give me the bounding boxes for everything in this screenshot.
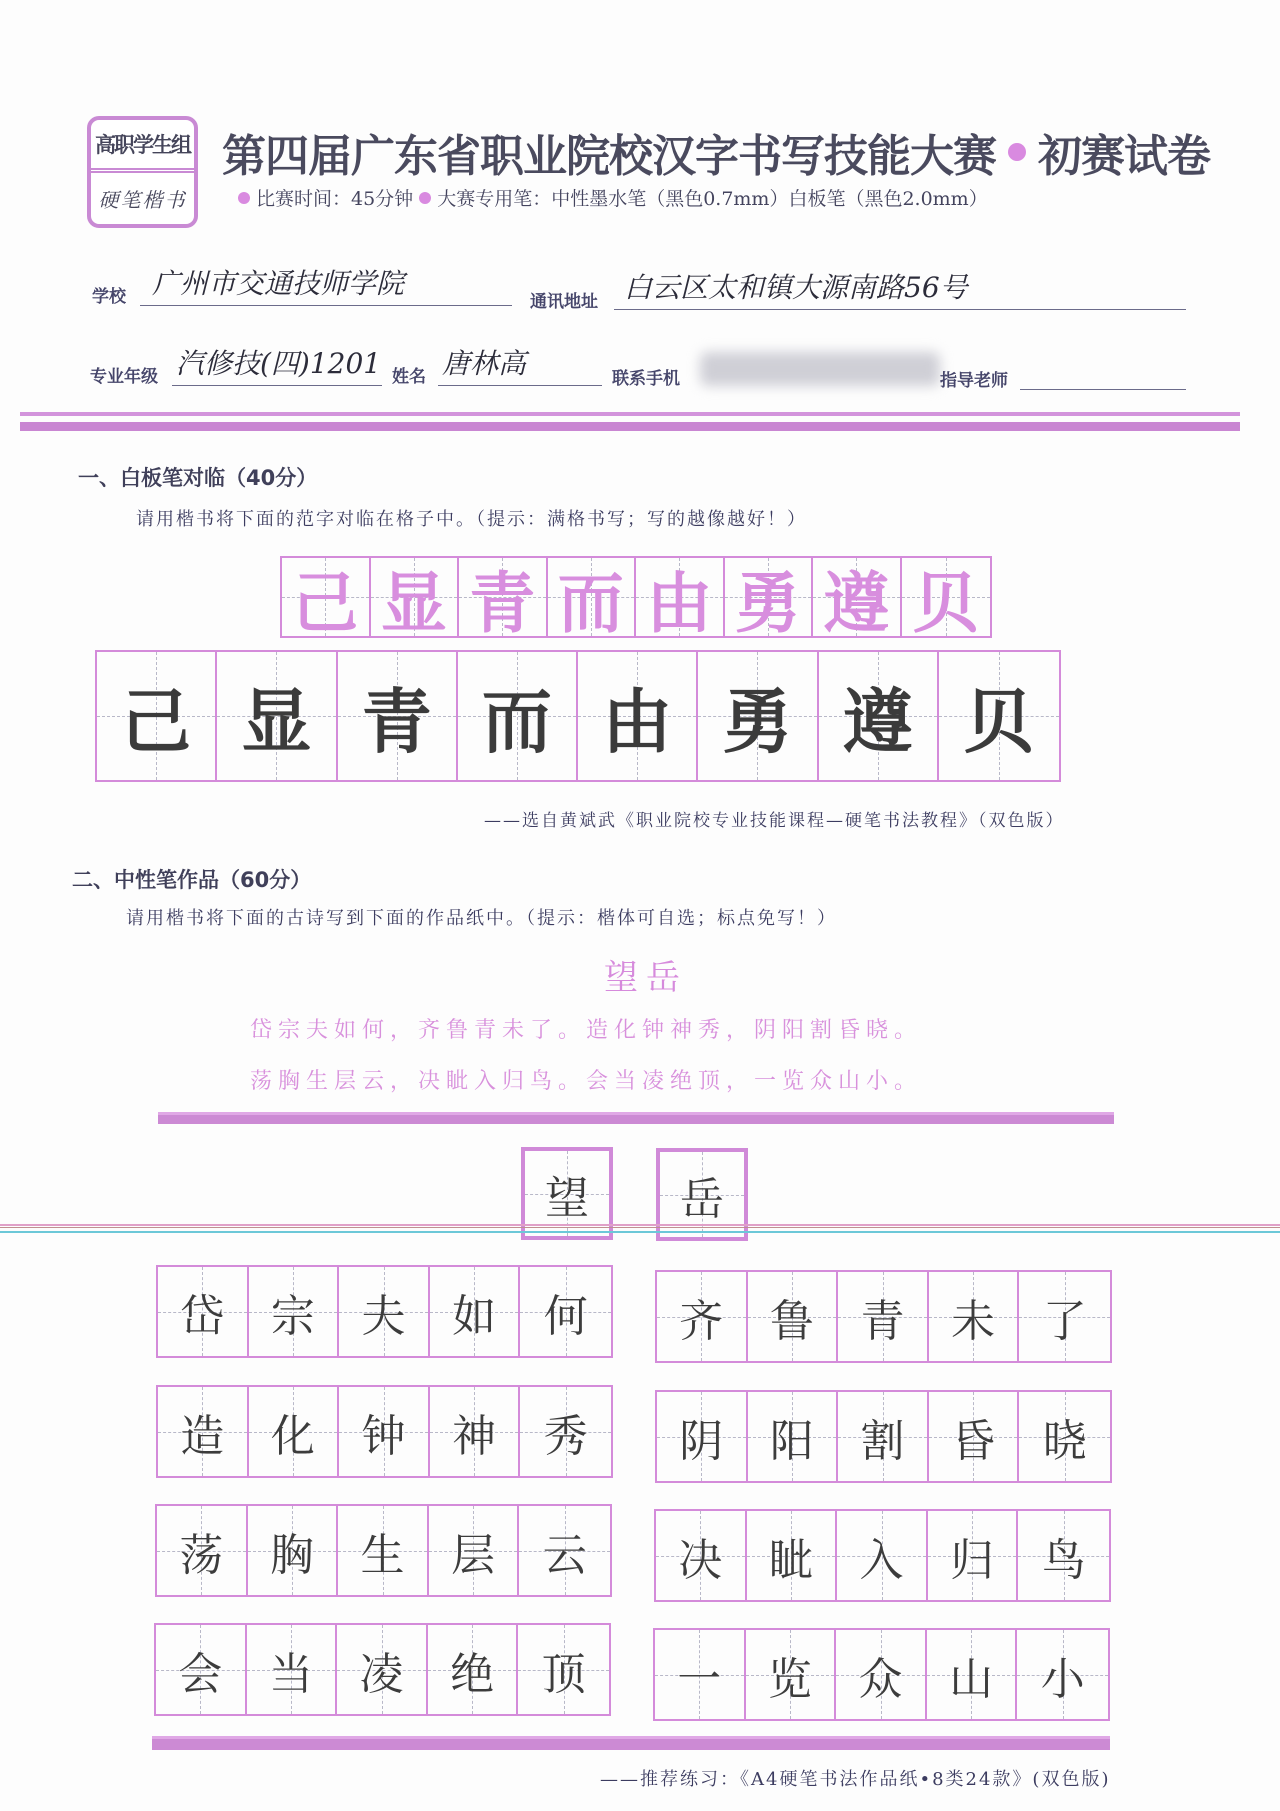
bullet-icon [238, 192, 250, 204]
work-cell[interactable]: 会 [156, 1625, 247, 1714]
poem-line: 荡胸生层云，决眦入归鸟。会当凌绝顶，一览众山小。 [250, 1069, 923, 1094]
model-cell: 贝 [902, 558, 990, 636]
practice-char-grid [95, 650, 1061, 782]
name-field[interactable] [438, 342, 602, 386]
work-cell[interactable]: 晓 [1019, 1392, 1110, 1481]
contest-time: 比赛时间：45分钟 [256, 188, 414, 210]
work-cell[interactable]: 了 [1019, 1272, 1110, 1361]
work-cell[interactable]: 化 [249, 1387, 340, 1476]
badge-group-label: 高职学生组 [91, 120, 194, 170]
contest-info [238, 184, 988, 211]
section2-instruction: 请用楷书将下面的古诗写到下面的作品纸中。（提示：楷体可自选；标点免写！） [126, 908, 837, 929]
work-cell[interactable]: 眦 [747, 1511, 838, 1600]
work-cell[interactable]: 鲁 [748, 1272, 839, 1361]
section1-instruction: 请用楷书将下面的范字对临在格子中。（提示：满格书写；写的越像越好！） [136, 509, 807, 530]
work-cell[interactable]: 层 [429, 1506, 520, 1595]
work-cell[interactable]: 凌 [337, 1625, 428, 1714]
major-label: 专业年级 [90, 367, 158, 387]
work-cell[interactable]: 生 [338, 1506, 429, 1595]
major-value: 汽修技(四)1201 [176, 347, 382, 380]
work-cell[interactable]: 荡 [157, 1506, 248, 1595]
work-cell[interactable]: 神 [430, 1387, 521, 1476]
contest-pen: 大赛专用笔：中性墨水笔（黑色0.7mm）白板笔（黑色2.0mm） [437, 188, 988, 210]
phone-label: 联系手机 [612, 369, 680, 389]
work-cell[interactable]: 造 [158, 1387, 249, 1476]
work-cell[interactable]: 云 [519, 1506, 610, 1595]
section2-heading: 二、中性笔作品（60分） [72, 868, 312, 892]
poem-line: 岱宗夫如何，齐鲁青未了。造化钟神秀，阴阳割昏晓。 [250, 1018, 923, 1043]
work-cell[interactable]: 一 [655, 1630, 746, 1719]
footer-recommendation: ——推荐练习：《A4硬笔书法作品纸•8类24款》(双色版) [600, 1769, 1111, 1790]
section1-heading: 一、白板笔对临（40分） [78, 466, 318, 490]
work-cell[interactable]: 宗 [249, 1267, 340, 1356]
model-cell: 己 [282, 558, 371, 636]
work-cell[interactable]: 绝 [428, 1625, 519, 1714]
address-field[interactable] [614, 266, 1186, 310]
bullet-icon [419, 192, 431, 204]
work-row-4-right [653, 1628, 1110, 1721]
work-cell[interactable]: 未 [929, 1272, 1020, 1361]
teacher-field[interactable] [1020, 346, 1186, 390]
title-box-1[interactable]: 望 [521, 1147, 613, 1240]
work-cell[interactable]: 割 [838, 1392, 929, 1481]
work-cell[interactable]: 山 [927, 1630, 1018, 1719]
work-cell[interactable]: 阳 [748, 1392, 839, 1481]
title-main: 第四届广东省职业院校汉字书写技能大赛 [222, 131, 996, 182]
work-row-1-left [156, 1265, 613, 1358]
work-cell[interactable]: 阴 [657, 1392, 748, 1481]
work-cell[interactable]: 如 [430, 1267, 521, 1356]
work-cell[interactable]: 鸟 [1018, 1511, 1109, 1600]
work-cell[interactable]: 钟 [339, 1387, 430, 1476]
scan-artifact-line [0, 1224, 1280, 1226]
work-cell[interactable]: 夫 [339, 1267, 430, 1356]
work-cell[interactable]: 青 [838, 1272, 929, 1361]
address-label: 通讯地址 [530, 292, 598, 312]
work-cell[interactable]: 入 [837, 1511, 928, 1600]
work-cell[interactable]: 当 [247, 1625, 338, 1714]
practice-cell[interactable]: 由 [578, 652, 698, 780]
name-label: 姓名 [392, 367, 426, 387]
work-row-4-left [154, 1623, 611, 1716]
scan-artifact-line [0, 1227, 1280, 1228]
model-cell: 由 [636, 558, 725, 636]
practice-cell[interactable]: 己 [97, 652, 217, 780]
practice-cell[interactable]: 青 [338, 652, 458, 780]
practice-cell[interactable]: 贝 [939, 652, 1059, 780]
model-cell: 显 [371, 558, 460, 636]
model-char-grid [280, 556, 992, 642]
scan-artifact-line [0, 1231, 1280, 1233]
work-cell[interactable]: 览 [746, 1630, 837, 1719]
header-divider-thick [20, 422, 1240, 431]
practice-cell[interactable]: 遵 [819, 652, 939, 780]
model-cell: 而 [548, 558, 637, 636]
worksheet-top-bar [158, 1112, 1114, 1124]
practice-cell[interactable]: 勇 [698, 652, 818, 780]
section1-citation: ——选自黄斌武《职业院校专业技能课程—硬笔书法教程》（双色版） [484, 811, 1065, 831]
work-cell[interactable]: 胸 [248, 1506, 339, 1595]
address-value: 白云区太和镇大源南路56号 [624, 271, 968, 304]
work-cell[interactable]: 昏 [929, 1392, 1020, 1481]
badge-category-label: 硬笔楷书 [98, 187, 187, 212]
model-cell: 勇 [725, 558, 814, 636]
work-cell[interactable]: 何 [520, 1267, 611, 1356]
title-bullet-icon [1008, 143, 1026, 161]
work-cell[interactable]: 岱 [158, 1267, 249, 1356]
title-box-2[interactable]: 岳 [656, 1148, 748, 1241]
model-cell: 遵 [813, 558, 902, 636]
work-cell[interactable]: 顶 [518, 1625, 609, 1714]
model-cell: 青 [459, 558, 548, 636]
work-cell[interactable]: 小 [1017, 1630, 1108, 1719]
school-field[interactable] [140, 262, 512, 306]
name-value: 唐林高 [442, 347, 527, 380]
school-value: 广州市交通技师学院 [152, 267, 405, 300]
work-cell[interactable]: 众 [836, 1630, 927, 1719]
work-row-2-left [156, 1385, 613, 1478]
work-cell[interactable]: 归 [928, 1511, 1019, 1600]
group-badge [87, 116, 198, 228]
practice-cell[interactable]: 而 [458, 652, 578, 780]
phone-field-blurred[interactable] [700, 352, 940, 386]
title-suffix: 初赛试卷 [1038, 131, 1210, 182]
work-row-3-right [654, 1509, 1111, 1602]
major-field[interactable] [172, 342, 382, 386]
work-cell[interactable]: 决 [656, 1511, 747, 1600]
work-cell[interactable]: 秀 [520, 1387, 611, 1476]
work-row-3-left [155, 1504, 612, 1597]
page-title [222, 120, 1210, 184]
work-row-2-right [655, 1390, 1112, 1483]
school-label: 学校 [92, 287, 126, 307]
work-row-1-right [655, 1270, 1112, 1363]
header-divider-thin [20, 412, 1240, 416]
poem-title: 望岳 [604, 958, 688, 998]
teacher-label: 指导老师 [940, 371, 1008, 391]
worksheet-bottom-bar [152, 1736, 1110, 1750]
work-cell[interactable]: 齐 [657, 1272, 748, 1361]
practice-cell[interactable]: 显 [217, 652, 337, 780]
